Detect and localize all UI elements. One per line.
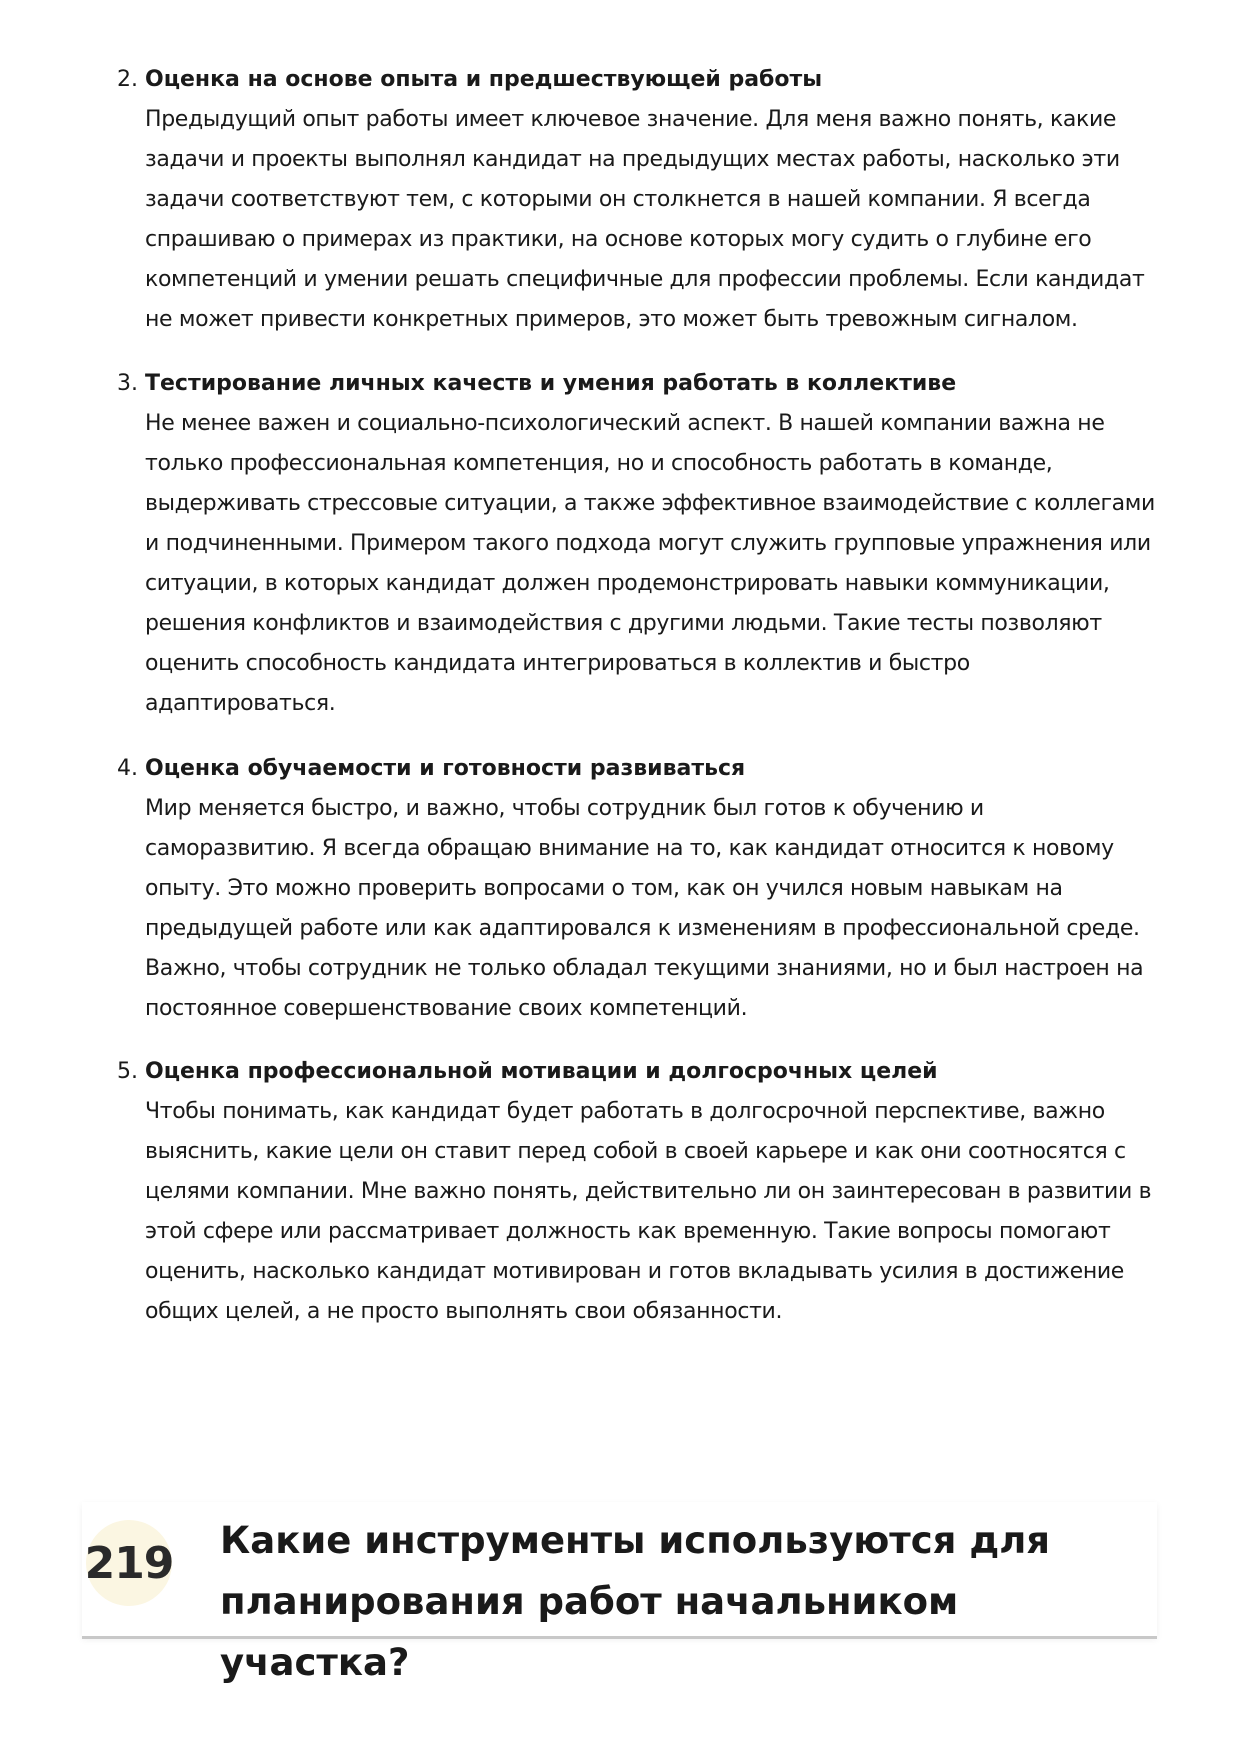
- list-item-title: Оценка профессиональной мотивации и долгосрочных целей: [145, 1059, 938, 1084]
- question-title-line-2: планирования работ начальником участка?: [220, 1580, 959, 1684]
- list-item-title: Оценка на основе опыта и предшествующей работы: [145, 67, 823, 92]
- question-number: 219: [84, 1537, 174, 1589]
- list-item-number: 5.: [117, 1059, 138, 1084]
- list-item-number: 4.: [117, 756, 138, 781]
- list-item-number: 3.: [117, 371, 138, 396]
- question-title-line-1: Какие инструменты используются для: [220, 1519, 1051, 1562]
- list-item-body: Мир меняется быстро, и важно, чтобы сотрудник был готов к обучению и саморазвитию. Я всегда обращаю внимание на то, как кандидат относится к новому опыту. Это можно проверить вопросами о том, как он учился новым навыкам на предыдущей работе или как адаптировался к изменениям в профессиональной среде. Важно, чтобы сотрудник не только обладал текущими знаниями, но и был настроен на постоянное совершенствование своих компетенций.: [145, 796, 1144, 1021]
- question-title: [220, 1510, 1120, 1693]
- question-number-badge: [86, 1520, 172, 1606]
- list-item-body: Не менее важен и социально-психологический аспект. В нашей компании важна не только профессиональная компетенция, но и способность работать в команде, выдерживать стрессовые ситуации, а также эффективное взаимодействие с коллегами и подчиненными. Примером такого подхода могут служить групповые упражнения или ситуации, в которых кандидат должен продемонстрировать навыки коммуникации, решения конфликтов и взаимодействия с другими людьми. Такие тесты позволяют оценить способность кандидата интегрироваться в коллектив и быстро адаптироваться.: [145, 411, 1155, 716]
- list-item-title: Оценка обучаемости и готовности развиваться: [145, 756, 746, 781]
- list-item-body: Чтобы понимать, как кандидат будет работать в долгосрочной перспективе, важно выяснить, какие цели он ставит перед собой в своей карьере и как они соотносятся с целями компании. Мне важно понять, действительно ли он заинтересован в развитии в этой сфере или рассматривает должность как временную. Такие вопросы помогают оценить, насколько кандидат мотивирован и готов вкладывать усилия в достижение общих целей, а не просто выполнять свои обязанности.: [145, 1099, 1152, 1324]
- list-item-title: Тестирование личных качеств и умения работать в коллективе: [145, 371, 957, 396]
- list-item-body: Предыдущий опыт работы имеет ключевое значение. Для меня важно понять, какие задачи и проекты выполнял кандидат на предыдущих местах работы, насколько эти задачи соответствуют тем, с которыми он столкнется в нашей компании. Я всегда спрашиваю о примерах из практики, на основе которых могу судить о глубине его компетенций и умении решать специфичные для профессии проблемы. Если кандидат не может привести конкретных примеров, это может быть тревожным сигналом.: [145, 107, 1145, 332]
- list-item-number: 2.: [117, 67, 138, 92]
